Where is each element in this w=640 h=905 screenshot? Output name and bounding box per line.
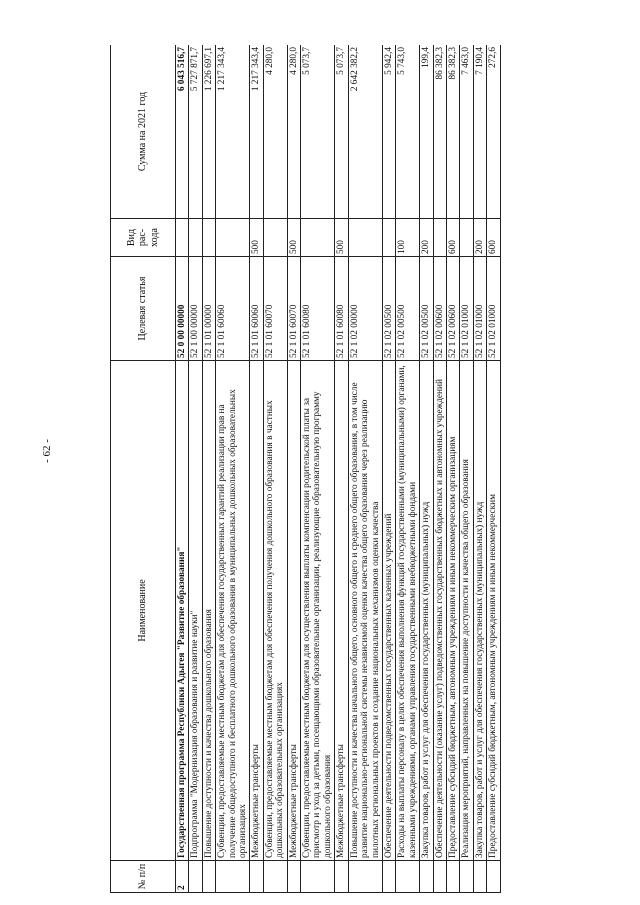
cell-sum: 4 280,0 bbox=[263, 45, 287, 219]
cell-name: Обеспечение деятельности подведомственных государственных казенных учреждений bbox=[382, 361, 395, 861]
cell-code: 52 0 00 00000 bbox=[176, 257, 189, 361]
cell-code: 52 1 00 00000 bbox=[189, 257, 202, 361]
cell-kind bbox=[382, 219, 395, 257]
cell-sum: 4 280,0 bbox=[287, 45, 300, 219]
cell-code: 52 1 02 00600 bbox=[446, 257, 459, 361]
cell-num bbox=[287, 861, 300, 893]
table-row bbox=[348, 45, 382, 893]
cell-num bbox=[460, 861, 473, 893]
table-row bbox=[473, 45, 486, 893]
cell-code: 52 1 02 01000 bbox=[473, 257, 486, 361]
cell-sum: 1 226 697,1 bbox=[202, 45, 215, 219]
cell-kind bbox=[348, 219, 382, 257]
cell-num bbox=[420, 861, 433, 893]
cell-name: Предоставление субсидий бюджетным, автономным учреждениям и иным некоммерческим bbox=[487, 361, 500, 861]
cell-code: 52 1 01 60080 bbox=[301, 257, 335, 361]
cell-kind bbox=[202, 219, 215, 257]
cell-sum: 5 073,7 bbox=[301, 45, 335, 219]
cell-num bbox=[189, 861, 202, 893]
cell-name: Закупка товаров, работ и услуг для обеспечения государственных (муниципальных) нужд bbox=[420, 361, 433, 861]
cell-name: Межбюджетные трансферты bbox=[335, 361, 348, 861]
cell-num: 2 bbox=[176, 861, 189, 893]
cell-sum: 2 642 382,2 bbox=[348, 45, 382, 219]
cell-sum: 7 463,0 bbox=[460, 45, 473, 219]
table-row bbox=[250, 45, 263, 893]
cell-kind bbox=[460, 219, 473, 257]
cell-sum: 5 727 871,7 bbox=[189, 45, 202, 219]
table-header-row bbox=[111, 45, 176, 893]
cell-name: Межбюджетные трансферты bbox=[287, 361, 300, 861]
budget-table bbox=[110, 45, 501, 893]
cell-name: Субвенции, предоставляемые местным бюджетам для обеспечения получения дошкольного образования в частных дошкольных образовательных организациях bbox=[263, 361, 287, 861]
table-rotation-frame bbox=[110, 45, 566, 893]
cell-name: Повышение доступности и качества начального общего, основного общего и среднего общего образования, в том числе развитие национально-региональной системы независимой оценки качества общего образования через реализацию пилотных региональных проектов и создание национальных механизмов оценки качества bbox=[348, 361, 382, 861]
cell-code: 52 1 02 00500 bbox=[396, 257, 420, 361]
table-row bbox=[382, 45, 395, 893]
cell-name: Субвенции, предоставляемые местным бюджетам для осуществления выплаты компенсации родительской платы за присмотр и уход за детьми, посещающими образовательные организации, реализующие образовательную программу дошкольного образования bbox=[301, 361, 335, 861]
cell-sum: 6 043 516,7 bbox=[176, 45, 189, 219]
cell-code: 52 1 02 01000 bbox=[460, 257, 473, 361]
cell-name: Предоставление субсидий бюджетным, автономным учреждениям и иным некоммерческим организациям bbox=[446, 361, 459, 861]
cell-code: 52 1 01 60060 bbox=[216, 257, 250, 361]
cell-sum: 7 190,4 bbox=[473, 45, 486, 219]
cell-name: Государственная программа Республики Адыгея "Развитие образования" bbox=[176, 361, 189, 861]
cell-kind: 600 bbox=[446, 219, 459, 257]
cell-num bbox=[487, 861, 500, 893]
cell-num bbox=[473, 861, 486, 893]
header-name: Наименование bbox=[111, 361, 176, 861]
header-kind: Вид рас-хода bbox=[111, 219, 176, 257]
cell-num bbox=[446, 861, 459, 893]
cell-sum: 5 743,0 bbox=[396, 45, 420, 219]
cell-kind: 500 bbox=[287, 219, 300, 257]
table-row bbox=[216, 45, 250, 893]
table-row bbox=[202, 45, 215, 893]
table-row bbox=[301, 45, 335, 893]
cell-code: 52 1 01 00000 bbox=[202, 257, 215, 361]
table-body bbox=[176, 45, 501, 893]
header-sum: Сумма на 2021 год bbox=[111, 45, 176, 219]
table-row bbox=[189, 45, 202, 893]
cell-code: 52 1 01 60070 bbox=[287, 257, 300, 361]
cell-kind bbox=[301, 219, 335, 257]
cell-kind bbox=[216, 219, 250, 257]
cell-num bbox=[433, 861, 446, 893]
cell-num bbox=[301, 861, 335, 893]
cell-sum: 199,4 bbox=[420, 45, 433, 219]
cell-sum: 86 382,3 bbox=[446, 45, 459, 219]
table-row bbox=[396, 45, 420, 893]
cell-code: 52 1 02 00500 bbox=[420, 257, 433, 361]
cell-name: Межбюджетные трансферты bbox=[250, 361, 263, 861]
cell-code: 52 1 02 00500 bbox=[382, 257, 395, 361]
cell-code: 52 1 01 60060 bbox=[250, 257, 263, 361]
header-num: № п/п bbox=[111, 861, 176, 893]
cell-num bbox=[250, 861, 263, 893]
cell-kind: 500 bbox=[250, 219, 263, 257]
cell-kind: 100 bbox=[396, 219, 420, 257]
cell-kind bbox=[433, 219, 446, 257]
cell-kind: 200 bbox=[473, 219, 486, 257]
cell-kind: 500 bbox=[335, 219, 348, 257]
cell-code: 52 1 01 60070 bbox=[263, 257, 287, 361]
cell-code: 52 1 01 60080 bbox=[335, 257, 348, 361]
table-row bbox=[487, 45, 500, 893]
cell-name: Повышение доступности и качества дошкольного образования bbox=[202, 361, 215, 861]
cell-name: Обеспечение деятельности (оказание услуг) подведомственных государственных бюджетных и автономных учреждений bbox=[433, 361, 446, 861]
cell-code: 52 1 02 00000 bbox=[348, 257, 382, 361]
table-row bbox=[460, 45, 473, 893]
header-code: Целевая статья bbox=[111, 257, 176, 361]
cell-kind: 200 bbox=[420, 219, 433, 257]
cell-kind bbox=[189, 219, 202, 257]
cell-sum: 5 073,7 bbox=[335, 45, 348, 219]
cell-name: Закупка товаров, работ и услуг для обеспечения государственных (муниципальных) нужд bbox=[473, 361, 486, 861]
table-row bbox=[176, 45, 189, 893]
cell-kind bbox=[176, 219, 189, 257]
cell-code: 52 1 02 01000 bbox=[487, 257, 500, 361]
table-row bbox=[263, 45, 287, 893]
cell-num bbox=[348, 861, 382, 893]
cell-kind: 600 bbox=[487, 219, 500, 257]
cell-num bbox=[335, 861, 348, 893]
cell-sum: 86 382,3 bbox=[433, 45, 446, 219]
page-number: - 62 - bbox=[41, 439, 53, 463]
cell-num bbox=[216, 861, 250, 893]
cell-sum: 1 217 343,4 bbox=[216, 45, 250, 219]
cell-num bbox=[263, 861, 287, 893]
cell-name: Реализация мероприятий, направленных на повышение доступности и качества общего образования bbox=[460, 361, 473, 861]
cell-code: 52 1 02 00600 bbox=[433, 257, 446, 361]
cell-num bbox=[202, 861, 215, 893]
cell-name: Субвенции, предоставляемые местным бюджетам для обеспечения государственных гарантий реализации прав на получение общедоступного и бесплатного дошкольного образования в муниципальных дошкольных образовательных организациях bbox=[216, 361, 250, 861]
cell-num bbox=[382, 861, 395, 893]
cell-sum: 1 217 343,4 bbox=[250, 45, 263, 219]
cell-name: Расходы на выплаты персоналу в целях обеспечения выполнения функций государственными (муниципальными) органами, казенными учреждениями, органами управления государственными внебюджетными фондами bbox=[396, 361, 420, 861]
table-row bbox=[420, 45, 433, 893]
cell-name: Подпрограмма "Модернизация образования и развитие науки" bbox=[189, 361, 202, 861]
cell-sum: 272,6 bbox=[487, 45, 500, 219]
table-row bbox=[433, 45, 446, 893]
rotated-table-container bbox=[110, 45, 566, 893]
cell-sum: 5 942,4 bbox=[382, 45, 395, 219]
table-row bbox=[287, 45, 300, 893]
cell-kind bbox=[263, 219, 287, 257]
table-row bbox=[446, 45, 459, 893]
table-row bbox=[335, 45, 348, 893]
cell-num bbox=[396, 861, 420, 893]
